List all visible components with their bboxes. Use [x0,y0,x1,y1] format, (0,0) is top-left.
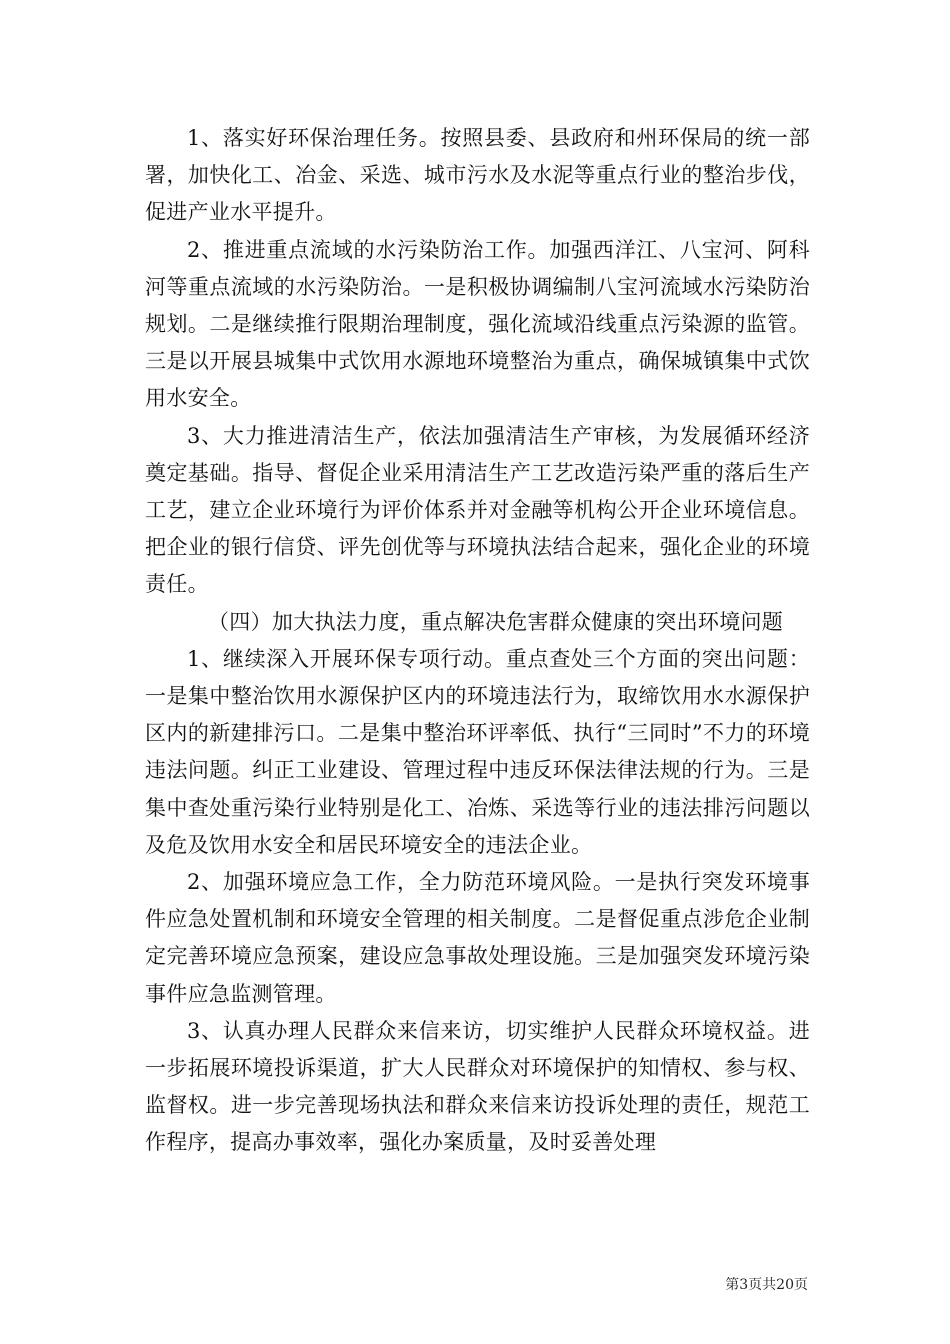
paragraph-2: 2、推进重点流域的水污染防治工作。加强西洋江、八宝河、阿科河等重点流域的水污染防治。一是积极协调编制八宝河流域水污染防治规划。二是继续推行限期治理制度，强化流域沿线重点污染源的监管。三是以开展县城集中式饮用水源地环境整治为重点，确保城镇集中式饮用水安全。 [145,237,810,411]
paragraph-6: 3、认真办理人民群众来信来访，切实维护人民群众环境权益。进一步拓展环境投诉渠道，扩大人民群众对环境保护的知情权、参与权、监督权。进一步完善现场执法和群众来信来访投诉处理的责任，规范工作程序，提高办事效率，强化办案质量，及时妥善处理 [145,1018,810,1155]
paragraph-1: 1、落实好环保治理任务。按照县委、县政府和州环保局的统一部署，加快化工、冶金、采选、城市污水及水泥等重点行业的整治步伐，促进产业水平提升。 [145,126,810,225]
paragraph-5: 2、加强环境应急工作，全力防范环境风险。一是执行突发环境事件应急处置机制和环境安全管理的相关制度。二是督促重点涉危企业制定完善环境应急预案，建设应急事故处理设施。三是加强突发环境污染事件应急监测管理。 [145,870,810,1006]
section-heading: （四）加大执法力度，重点解决危害群众健康的突出环境问题 [208,609,784,634]
page-number-footer: 第3页共20页 [725,1277,808,1293]
body-text [145,120,810,1162]
paragraph-4: 1、继续深入开展环保专项行动。重点查处三个方面的突出问题：一是集中整治饮用水源保护区内的环境违法行为，取缔饮用水水源保护区内的新建排污口。二是集中整治环评率低、执行“三同时”不力的环境违法问题。纠正工业建设、管理过程中违反环保法律法规的行为。三是集中查处重污染行业特别是化工、冶炼、采选等行业的违法排污问题以及危及饮用水安全和居民环境安全的违法企业。 [145,646,810,857]
paragraph-3: 3、大力推进清洁生产，依法加强清洁生产审核，为发展循环经济奠定基础。指导、督促企业采用清洁生产工艺改造污染严重的落后生产工艺，建立企业环境行为评价体系并对金融等机构公开企业环境信息。把企业的银行信贷、评先创优等与环境执法结合起来，强化企业的环境责任。 [145,423,810,597]
